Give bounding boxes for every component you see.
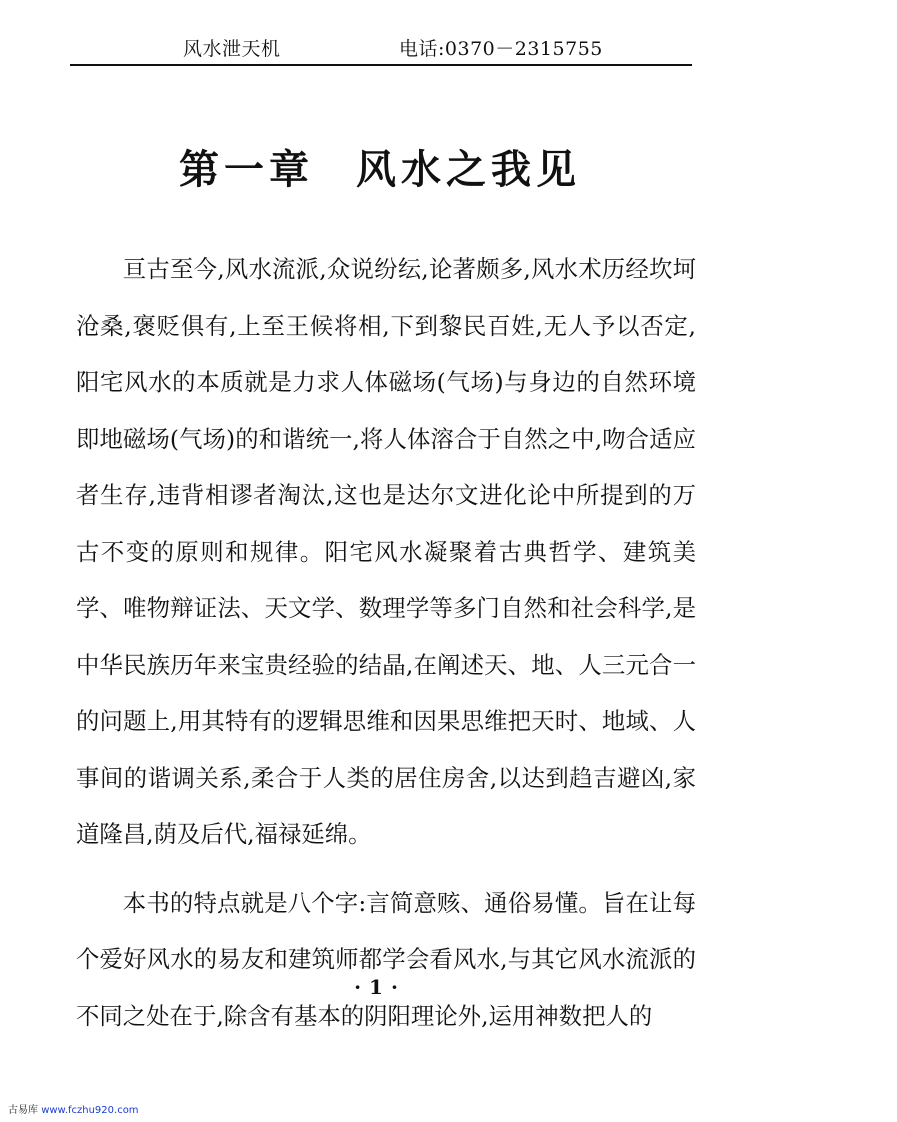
watermark xyxy=(8,1101,139,1116)
body-text xyxy=(76,241,696,1044)
paragraph: 亘古至今,风水流派,众说纷纭,论著颇多,风水术历经坎坷沧桑,褒贬俱有,上至王候将相,下到黎民百姓,无人予以否定,阳宅风水的本质就是力求人体磁场(气场)与身边的自然环境即地磁场(气场)的和谐统一,将人体溶合于自然之中,吻合适应者生存,违背相谬者淘汰,这也是达尔文进化论中所提到的万古不变的原则和规律。阳宅风水凝聚着古典哲学、建筑美学、唯物辩证法、天文学、数理学等多门自然和社会科学,是中华民族历年来宝贵经验的结晶,在阐述天、地、人三元合一的问题上,用其特有的逻辑思维和因果思维把天时、地域、人事间的谐调关系,柔合于人类的居住房舍,以达到趋吉避凶,家道隆昌,荫及后代,福禄延绵。 xyxy=(76,255,696,848)
header-book-title: 风水泄天机 xyxy=(183,38,281,60)
chapter-title: 风水之我见 xyxy=(356,147,581,193)
chapter-heading xyxy=(0,138,760,195)
header-phone: 电话:0370－2315755 xyxy=(399,38,603,60)
paragraph: 本书的特点就是八个字:言简意赅、通俗易懂。旨在让每个爱好风水的易友和建筑师都学会看风水,与其它风水流派的不同之处在于,除含有基本的阴阳理论外,运用神数把人的 xyxy=(76,888,696,1030)
watermark-site-name: 古易库 xyxy=(8,1105,38,1116)
watermark-url[interactable]: www.fczhu920.com xyxy=(41,1105,139,1116)
running-header xyxy=(183,34,703,62)
chapter-number: 第一章 xyxy=(179,147,314,193)
page-number: ·1· xyxy=(354,975,406,999)
header-rule xyxy=(70,64,692,66)
